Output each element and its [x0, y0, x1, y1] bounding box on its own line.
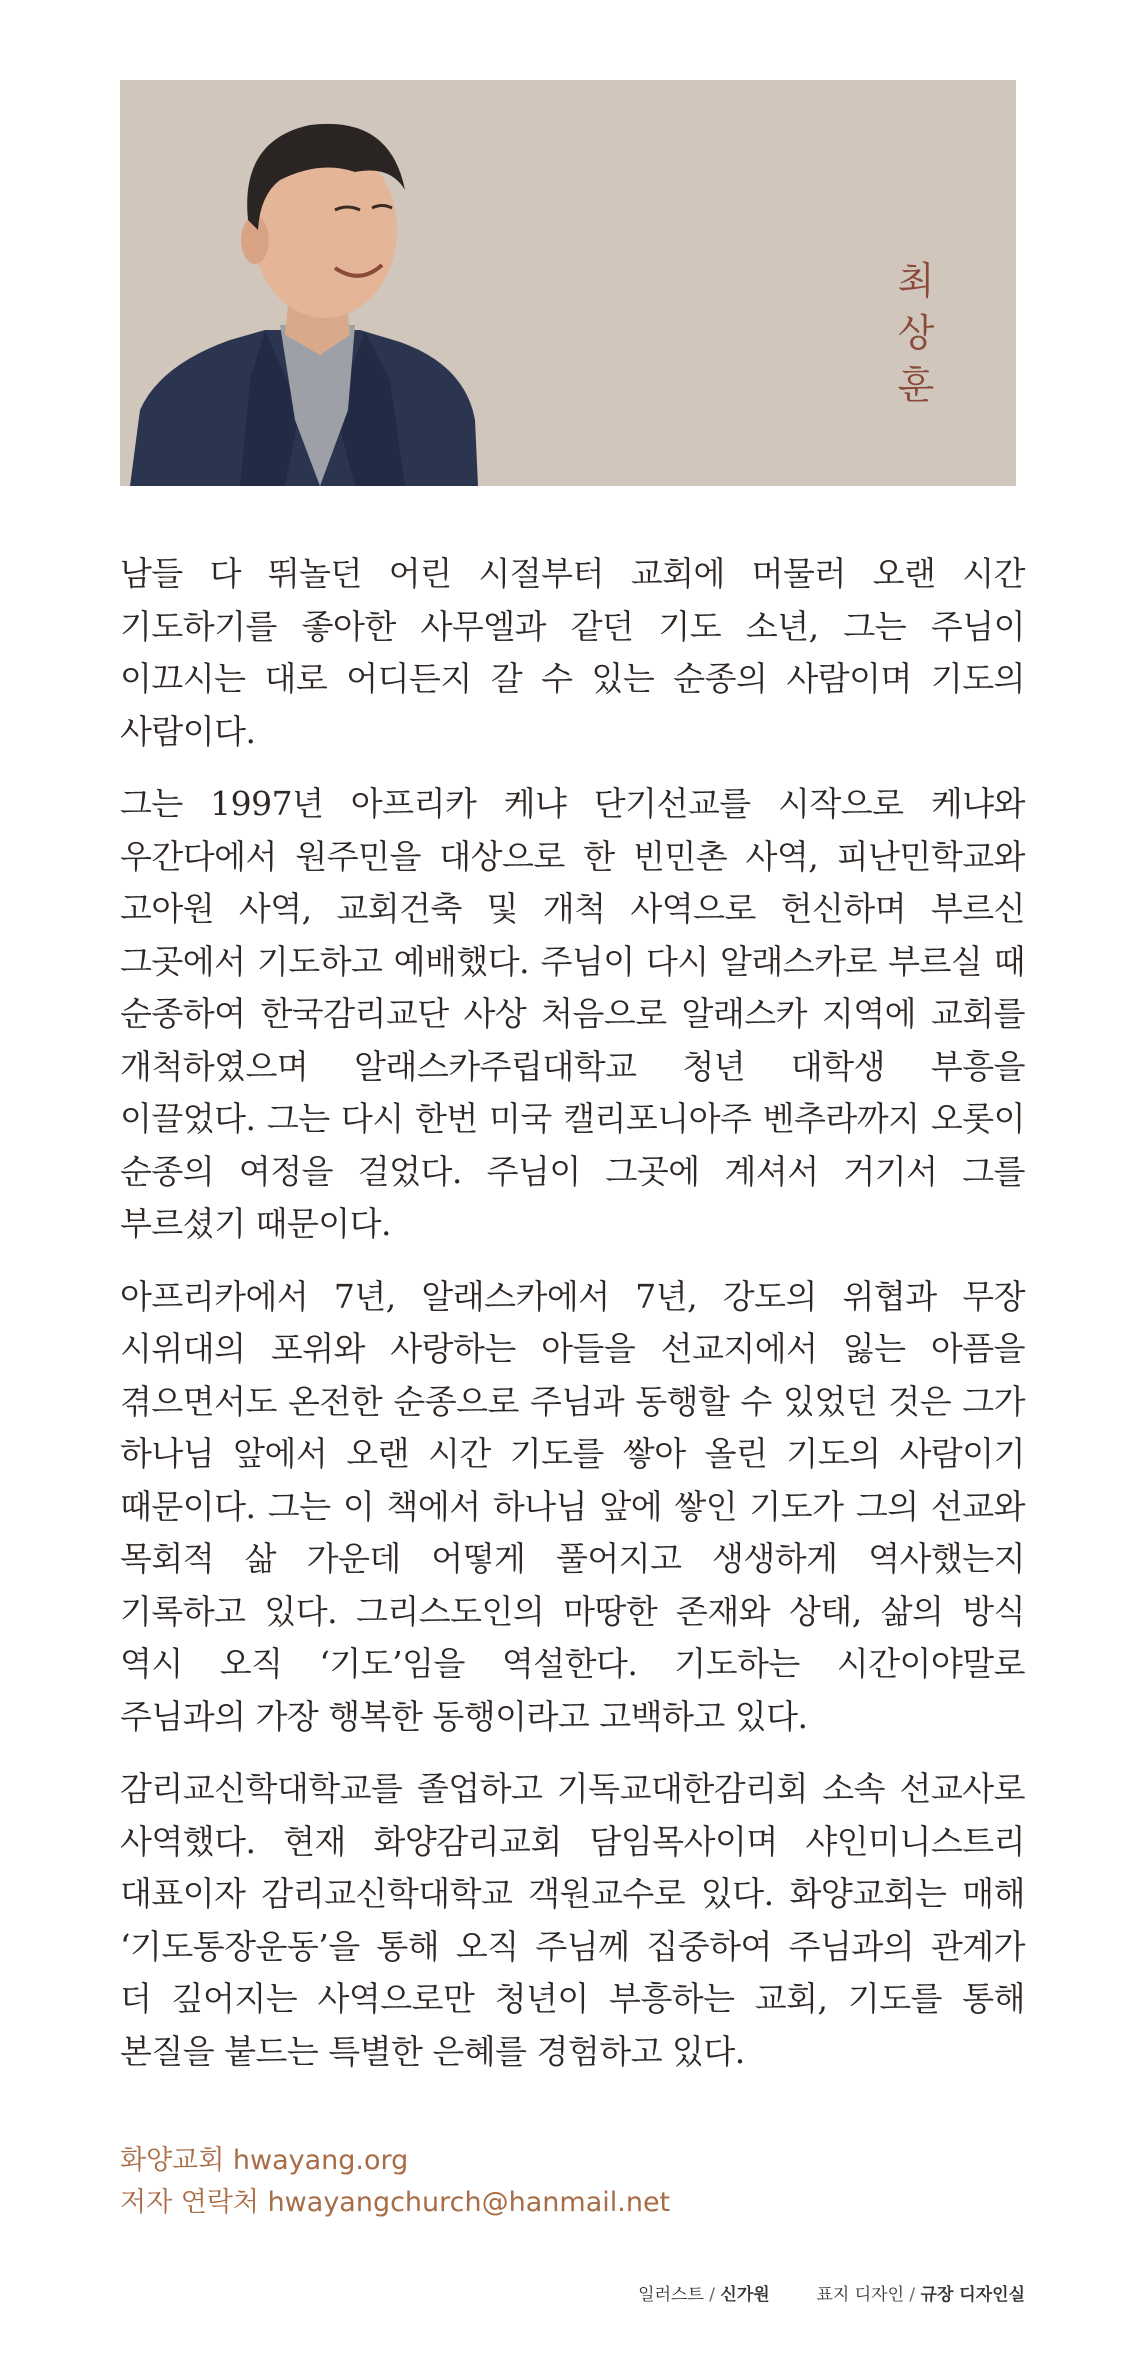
author-biography [120, 548, 1025, 2098]
church-website: 화양교회 hwayang.org [120, 2145, 409, 2176]
cover-design-label: 표지 디자인 [816, 2285, 904, 2305]
author-name-vertical: 최상훈 [897, 259, 935, 407]
author-email: 저자 연락처 hwayangchurch@hanmail.net [120, 2187, 671, 2218]
illustrator-name: 신가원 [720, 2285, 770, 2305]
author-portrait-panel [120, 80, 1016, 486]
illustrator-label: 일러스트 [638, 2285, 704, 2305]
credit-separator: / [709, 2285, 715, 2305]
author-photo [120, 80, 1016, 486]
design-credits [638, 2280, 1025, 2305]
credit-separator: / [909, 2285, 916, 2305]
bio-paragraph-3: 아프리카에서 7년, 알래스카에서 7년, 강도의 위협과 무장 시위대의 포위와 사랑하는 아들을 선교지에서 잃는 아픔을 겪으면서도 온전한 순종으로 주님과 동행할 수 있었던 것은 그가 하나님 앞에서 오랜 시간 기도를 쌓아 올린 기도의 사람이기 때문이다. 그는 이 책에서 하나님 앞에 쌓인 기도가 그의 선교와 목회적 삶 가운데 어떻게 풀어지고 생생하게 역사했는지 기록하고 있다. 그리스도인의 마땅한 존재와 상태, 삶의 방식 역시 오직 ‘기도’임을 역설한다. 기도하는 시간이야말로 주님과의 가장 행복한 동행이라고 고백하고 있다. [120, 1276, 1025, 1736]
bio-paragraph-2: 그는 1997년 아프리카 케냐 단기선교를 시작으로 케냐와 우간다에서 원주민을 대상으로 한 빈민촌 사역, 피난민학교와 고아원 사역, 교회건축 및 개척 사역으로 헌신하며 부르신 그곳에서 기도하고 예배했다. 주님이 다시 알래스카로 부르실 때 순종하여 한국감리교단 사상 처음으로 알래스카 지역에 교회를 개척하였으며 알래스카주립대학교 청년 대학생 부흥을 이끌었다. 그는 다시 한번 미국 캘리포니아주 벤추라까지 오롯이 순종의 여정을 걸었다. 주님이 그곳에 계셔서 거기서 그를 부르셨기 때문이다. [120, 784, 1025, 1243]
contact-info [120, 2140, 670, 2224]
bio-paragraph-4: 감리교신학대학교를 졸업하고 기독교대한감리회 소속 선교사로 사역했다. 현재 화양감리교회 담임목사이며 샤인미니스트리 대표이자 감리교신학대학교 객원교수로 있다. 화양교회는 매해 ‘기도통장운동’을 통해 오직 주님께 집중하여 주님과의 관계가 더 깊어지는 사역으로만 청년이 부흥하는 교회, 기도를 통해 본질을 붙드는 특별한 은혜를 경험하고 있다. [120, 1769, 1025, 2071]
bio-paragraph-1: 남들 다 뛰놀던 어린 시절부터 교회에 머물러 오랜 시간 기도하기를 좋아한 사무엘과 같던 기도 소년, 그는 주님이 이끄시는 대로 어디든지 갈 수 있는 순종의 사람이며 기도의 사람이다. [120, 554, 1025, 751]
cover-design-name: 규장 디자인실 [920, 2285, 1025, 2305]
